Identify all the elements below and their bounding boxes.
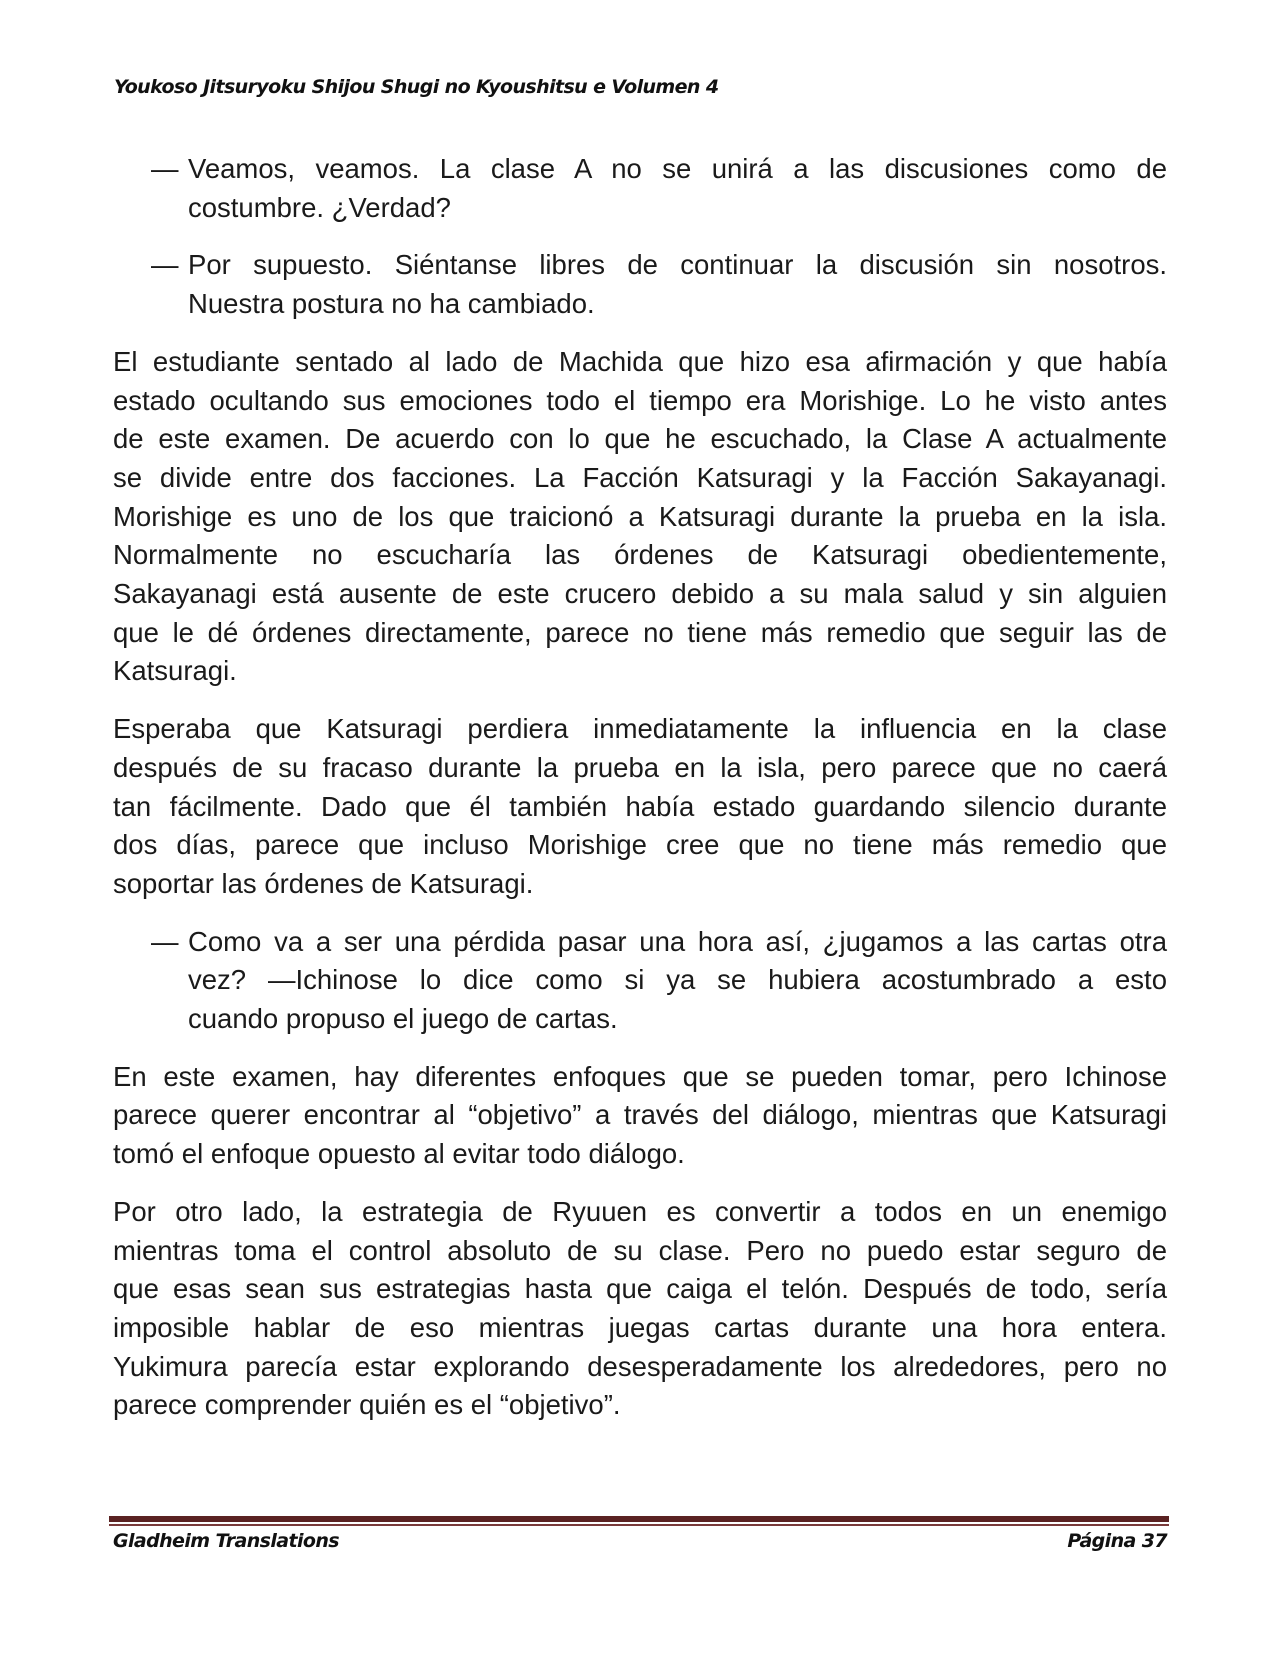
text-line: parece comprender quién es el “objetivo”.: [113, 1389, 621, 1421]
text-line: dos días, parece que incluso Morishige cree que no tiene más remedio que: [113, 829, 1167, 861]
text-line: que esas sean sus estrategias hasta que caiga el telón. Después de todo, sería: [113, 1273, 1167, 1305]
text-line: parece querer encontrar al “objetivo” a través del diálogo, mientras que Katsuragi: [113, 1099, 1167, 1131]
text-line: estado ocultando sus emociones todo el tiempo era Morishige. Lo he visto antes: [113, 384, 1167, 416]
text-line: Esperaba que Katsuragi perdiera inmediatamente la influencia en la clase: [113, 713, 1167, 745]
text-line: vez? —Ichinose lo dice como si ya se hubiera acostumbrado a esto: [188, 964, 1167, 996]
text-line: tan fácilmente. Dado que él también había estado guardando silencio durante: [113, 790, 1167, 822]
text-line: tomó el enfoque opuesto al evitar todo diálogo.: [113, 1138, 685, 1170]
text-line: soportar las órdenes de Katsuragi.: [113, 867, 534, 899]
text-line: después de su fracaso durante la prueba en la isla, pero parece que no caerá: [113, 751, 1167, 783]
page-number: Página 37: [1067, 1530, 1167, 1552]
running-header: Youkoso Jitsuryoku Shijou Shugi no Kyoushitsu e Volumen 4: [114, 76, 719, 98]
dialogue-3: [113, 923, 1167, 1039]
paragraph-3: [113, 1058, 1167, 1174]
text-line: Normalmente no escucharía las órdenes de Katsuragi obedientemente,: [113, 539, 1167, 571]
paragraph-4: [113, 1193, 1167, 1425]
text-line: Katsuragi.: [113, 655, 237, 687]
text-line: mientras toma el control absoluto de su clase. Pero no puedo estar seguro de: [113, 1234, 1167, 1266]
text-line: Por otro lado, la estrategia de Ryuuen es convertir a todos en un enemigo: [113, 1195, 1167, 1227]
text-line: El estudiante sentado al lado de Machida que hizo esa afirmación y que había: [113, 345, 1167, 377]
text-line: Nuestra postura no ha cambiado.: [188, 288, 595, 320]
paragraph-1: [113, 343, 1167, 691]
text-line: Yukimura parecía estar explorando desesperadamente los alrededores, pero no: [113, 1350, 1167, 1382]
text-line: que le dé órdenes directamente, parece no tiene más remedio que seguir las de: [113, 616, 1167, 648]
text-line: Morishige es uno de los que traicionó a Katsuragi durante la prueba en la isla.: [113, 500, 1167, 532]
dialogue-dash: —: [151, 249, 179, 281]
text-line: Por supuesto. Siéntanse libres de continuar la discusión sin nosotros.: [188, 249, 1167, 281]
footer-rule-thin: [109, 1524, 1169, 1526]
text-line: En este examen, hay diferentes enfoques que se pueden tomar, pero Ichinose: [113, 1060, 1167, 1092]
footer-translator: Gladheim Translations: [113, 1530, 339, 1552]
text-line: se divide entre dos facciones. La Facción Katsuragi y la Facción Sakayanagi.: [113, 461, 1167, 493]
text-line: Veamos, veamos. La clase A no se unirá a las discusiones como de: [188, 153, 1167, 184]
footer-rule: [109, 1516, 1169, 1522]
dialogue-dash: —: [151, 925, 179, 957]
dialogue-2: [113, 246, 1167, 323]
text-line: Sakayanagi está ausente de este crucero debido a su mala salud y sin alguien: [113, 578, 1167, 610]
paragraph-2: [113, 710, 1167, 904]
text-line: costumbre. ¿Verdad?: [188, 191, 451, 223]
text-line: de este examen. De acuerdo con lo que he escuchado, la Clase A actualmente: [113, 423, 1167, 455]
dialogue-dash: —: [151, 153, 179, 184]
text-line: Como va a ser una pérdida pasar una hora así, ¿jugamos a las cartas otra: [188, 925, 1167, 957]
page-body: [113, 150, 1167, 1444]
text-line: cuando propuso el juego de cartas.: [188, 1003, 618, 1035]
dialogue-1: [113, 150, 1167, 227]
text-line: imposible hablar de eso mientras juegas cartas durante una hora entera.: [113, 1311, 1167, 1343]
